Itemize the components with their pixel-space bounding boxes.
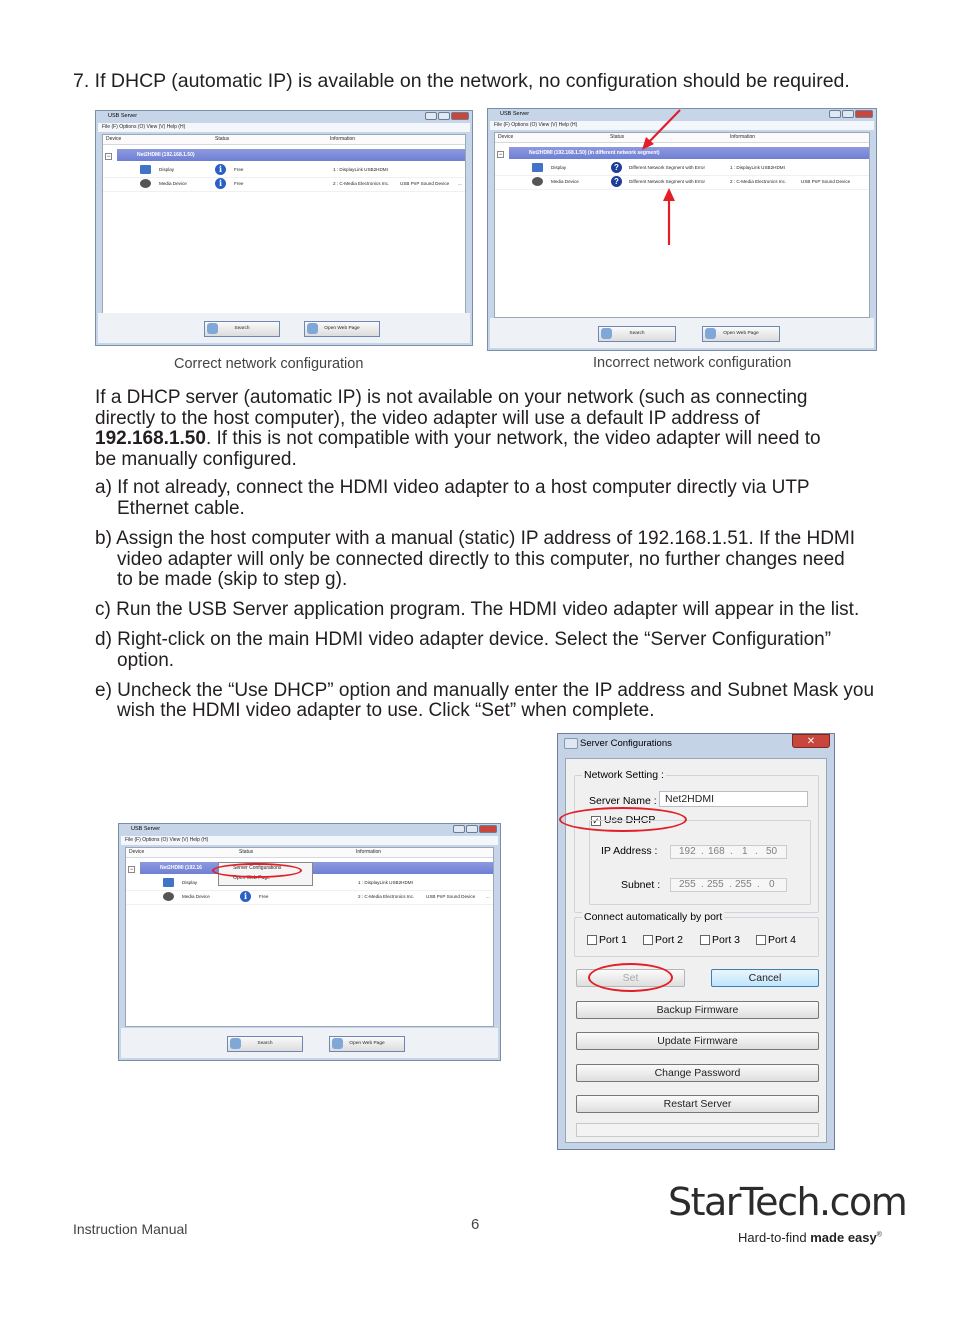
arrow-down-left-icon <box>648 110 680 143</box>
step-b-line2: video adapter will only be connected directly to this computer, no further changes need <box>117 549 845 570</box>
search-button[interactable]: Search <box>598 326 676 342</box>
caption-incorrect: Incorrect network configuration <box>593 355 792 371</box>
col-device[interactable]: Device <box>498 134 514 140</box>
device-list <box>102 134 466 314</box>
network-setting-label: Network Setting : <box>584 769 664 781</box>
col-status[interactable]: Status <box>239 849 254 855</box>
close-button[interactable] <box>479 825 497 833</box>
speaker-icon <box>140 179 151 188</box>
search-icon <box>230 1038 241 1049</box>
window-title: USB Server <box>500 111 530 117</box>
monitor-icon <box>163 878 174 887</box>
search-icon <box>601 328 612 339</box>
menu-item-server-configurations[interactable]: Server Configurations <box>233 865 282 871</box>
minimize-button[interactable] <box>453 825 465 833</box>
col-status[interactable]: Status <box>215 136 230 142</box>
open-web-page-button[interactable]: Open Web Page <box>702 326 780 342</box>
usb-server-window-correct <box>95 110 473 346</box>
globe-icon <box>307 323 318 334</box>
use-dhcp-label: Use DHCP <box>604 814 656 826</box>
dialog-app-icon <box>564 738 578 749</box>
globe-icon <box>705 328 716 339</box>
step-b-line1: b) Assign the host computer with a manual (static) IP address of 192.168.1.51. If the HDMI <box>95 528 856 549</box>
intro-line3: 192.168.1.50. If this is not compatible with your network, the video adapter will need to <box>95 428 821 449</box>
button-bar <box>98 313 470 343</box>
restart-server-button[interactable]: Restart Server <box>576 1095 819 1113</box>
update-firmware-button[interactable]: Update Firmware <box>576 1032 819 1050</box>
startech-logo: StarTech.com <box>668 1180 907 1224</box>
step-d-line1: d) Right-click on the main HDMI video adapter device. Select the “Server Configuration” <box>95 629 832 650</box>
minimize-button[interactable] <box>829 110 841 118</box>
caption-correct: Correct network configuration <box>174 356 364 372</box>
col-device[interactable]: Device <box>106 136 122 142</box>
step-e-line2: wish the HDMI video adapter to use. Click “Set” when complete. <box>117 700 655 721</box>
maximize-button[interactable] <box>438 112 450 120</box>
col-info[interactable]: Information <box>330 136 356 142</box>
col-device[interactable]: Device <box>129 849 145 855</box>
table-row[interactable]: Media Device i Free 2 : C-Media Electronics Inc. USB PnP Sound Device ... <box>103 177 465 192</box>
intro-line2: directly to the host computer), the video adapter will use a default IP address of <box>95 408 761 429</box>
intro-line1: If a DHCP server (automatic IP) is not available on your network (such as connecting <box>95 387 808 408</box>
col-status[interactable]: Status <box>610 134 625 140</box>
port2-checkbox[interactable] <box>643 935 653 945</box>
info-icon: i <box>215 178 226 189</box>
step-d-line2: option. <box>117 650 175 671</box>
table-row[interactable]: Display 1 : DisplayLink USB2HDMI <box>126 876 493 891</box>
step-a-line1: a) If not already, connect the HDMI video adapter to a host computer directly via UTP <box>95 477 810 498</box>
device-row[interactable]: Net2HDMI (192.16 <box>140 862 493 874</box>
intro-line4: be manually configured. <box>95 449 297 470</box>
collapse-icon[interactable]: − <box>106 154 111 160</box>
usb-server-window-context <box>118 823 501 1061</box>
table-row[interactable]: Media Device i Free 2 : C-Media Electronics Inc. USB PnP Sound Device ... <box>126 890 493 905</box>
logo-tagline: Hard-to-find made easy® <box>738 1230 882 1245</box>
subnet-input[interactable]: 255 . 255 . 255 . 0 <box>670 878 787 892</box>
step-c-line1: c) Run the USB Server application program. The HDMI video adapter will appear in the list. <box>95 599 860 620</box>
table-row[interactable]: Media Device ? Different Network Segment with Error 2 : C-Media Electronics Inc. USB PnP Sound Device <box>495 175 869 190</box>
open-web-page-button[interactable]: Open Web Page <box>329 1036 405 1052</box>
globe-icon <box>332 1038 343 1049</box>
arrowhead-icon <box>663 188 675 201</box>
change-password-button[interactable]: Change Password <box>576 1064 819 1082</box>
port3-label: Port 3 <box>712 934 741 946</box>
ip-group <box>589 820 811 905</box>
search-icon <box>207 323 218 334</box>
monitor-icon <box>140 165 151 174</box>
step-b-line3: to be made (skip to step g). <box>117 569 348 590</box>
use-dhcp-checkbox[interactable]: ✓ <box>592 816 600 826</box>
menu-bar[interactable]: File (F) Options (O) View (V) Help (H) <box>98 123 470 132</box>
ip-address-input[interactable]: 192 . 168 . 1 . 50 <box>670 845 787 859</box>
footer-manual: Instruction Manual <box>73 1221 188 1237</box>
maximize-button[interactable] <box>842 110 854 118</box>
server-name-label: Server Name : <box>589 795 657 807</box>
device-row[interactable]: Net2HDMI (192.168.1.50) (in different network segment) <box>509 147 869 159</box>
speaker-icon <box>532 177 543 186</box>
port3-checkbox[interactable] <box>700 935 710 945</box>
search-button[interactable]: Search <box>204 321 280 337</box>
col-info[interactable]: Information <box>356 849 382 855</box>
menu-item-open-web-page[interactable]: Open Web Page <box>233 875 270 881</box>
red-arrows <box>600 105 720 255</box>
highlight-server-config <box>212 863 302 878</box>
table-row[interactable]: Display i Free 1 : DisplayLink USB2HDMI <box>103 163 465 178</box>
cancel-button[interactable]: Cancel <box>711 969 819 987</box>
port4-label: Port 4 <box>768 934 797 946</box>
info-icon: i <box>240 891 251 902</box>
button-bar <box>121 1028 498 1058</box>
dialog-title: Server Configurations <box>580 738 672 749</box>
collapse-icon[interactable]: − <box>498 152 503 158</box>
page-number: 6 <box>471 1216 480 1233</box>
port1-label: Port 1 <box>599 934 628 946</box>
search-button[interactable]: Search <box>227 1036 303 1052</box>
status-bar <box>576 1123 819 1137</box>
speaker-icon <box>163 892 174 901</box>
close-button[interactable] <box>855 110 873 118</box>
connect-port-label: Connect automatically by port <box>584 911 723 923</box>
port2-label: Port 2 <box>655 934 684 946</box>
close-button[interactable] <box>451 112 469 120</box>
step-e-line1: e) Uncheck the “Use DHCP” option and manually enter the IP address and Subnet Mask you <box>95 680 875 701</box>
table-row[interactable]: Display ? Different Network Segment with Error 1 : DisplayLink USB2HDMI <box>495 161 869 176</box>
device-row[interactable]: Net2HDMI (192.168.1.50) <box>117 149 465 161</box>
monitor-icon <box>532 163 543 172</box>
step7-text: 7. If DHCP (automatic IP) is available on the network, no configuration should be required. <box>73 70 850 92</box>
set-button[interactable]: Set <box>576 969 685 987</box>
port1-checkbox[interactable] <box>587 935 597 945</box>
backup-firmware-button[interactable]: Backup Firmware <box>576 1001 819 1019</box>
menu-bar[interactable]: File (F) Options (O) View (V) Help (H) <box>490 121 874 130</box>
collapse-icon[interactable]: − <box>129 867 134 873</box>
step-a-line2: Ethernet cable. <box>117 498 245 519</box>
port4-checkbox[interactable] <box>756 935 766 945</box>
window-title: USB Server <box>108 113 138 119</box>
col-info[interactable]: Information <box>730 134 756 140</box>
default-ip: 192.168.1.50 <box>95 428 206 449</box>
subnet-label: Subnet : <box>621 879 661 891</box>
question-icon: ? <box>611 162 622 173</box>
open-web-page-button[interactable]: Open Web Page <box>304 321 380 337</box>
highlight-use-dhcp <box>559 807 687 832</box>
button-bar <box>490 318 874 348</box>
device-list <box>125 847 494 1027</box>
server-name-input[interactable]: Net2HDMI <box>659 791 808 807</box>
list-header <box>103 135 465 145</box>
window-title: USB Server <box>131 826 161 832</box>
ip-address-label: IP Address : <box>601 845 658 857</box>
info-icon: i <box>215 164 226 175</box>
close-icon[interactable]: ✕ <box>792 734 830 748</box>
question-icon: ? <box>611 176 622 187</box>
highlight-set <box>588 963 673 992</box>
server-config-dialog <box>557 733 835 1150</box>
menu-bar[interactable]: File (F) Options (O) View (V) Help (H) <box>121 836 498 845</box>
list-header <box>126 848 493 858</box>
minimize-button[interactable] <box>425 112 437 120</box>
maximize-button[interactable] <box>466 825 478 833</box>
